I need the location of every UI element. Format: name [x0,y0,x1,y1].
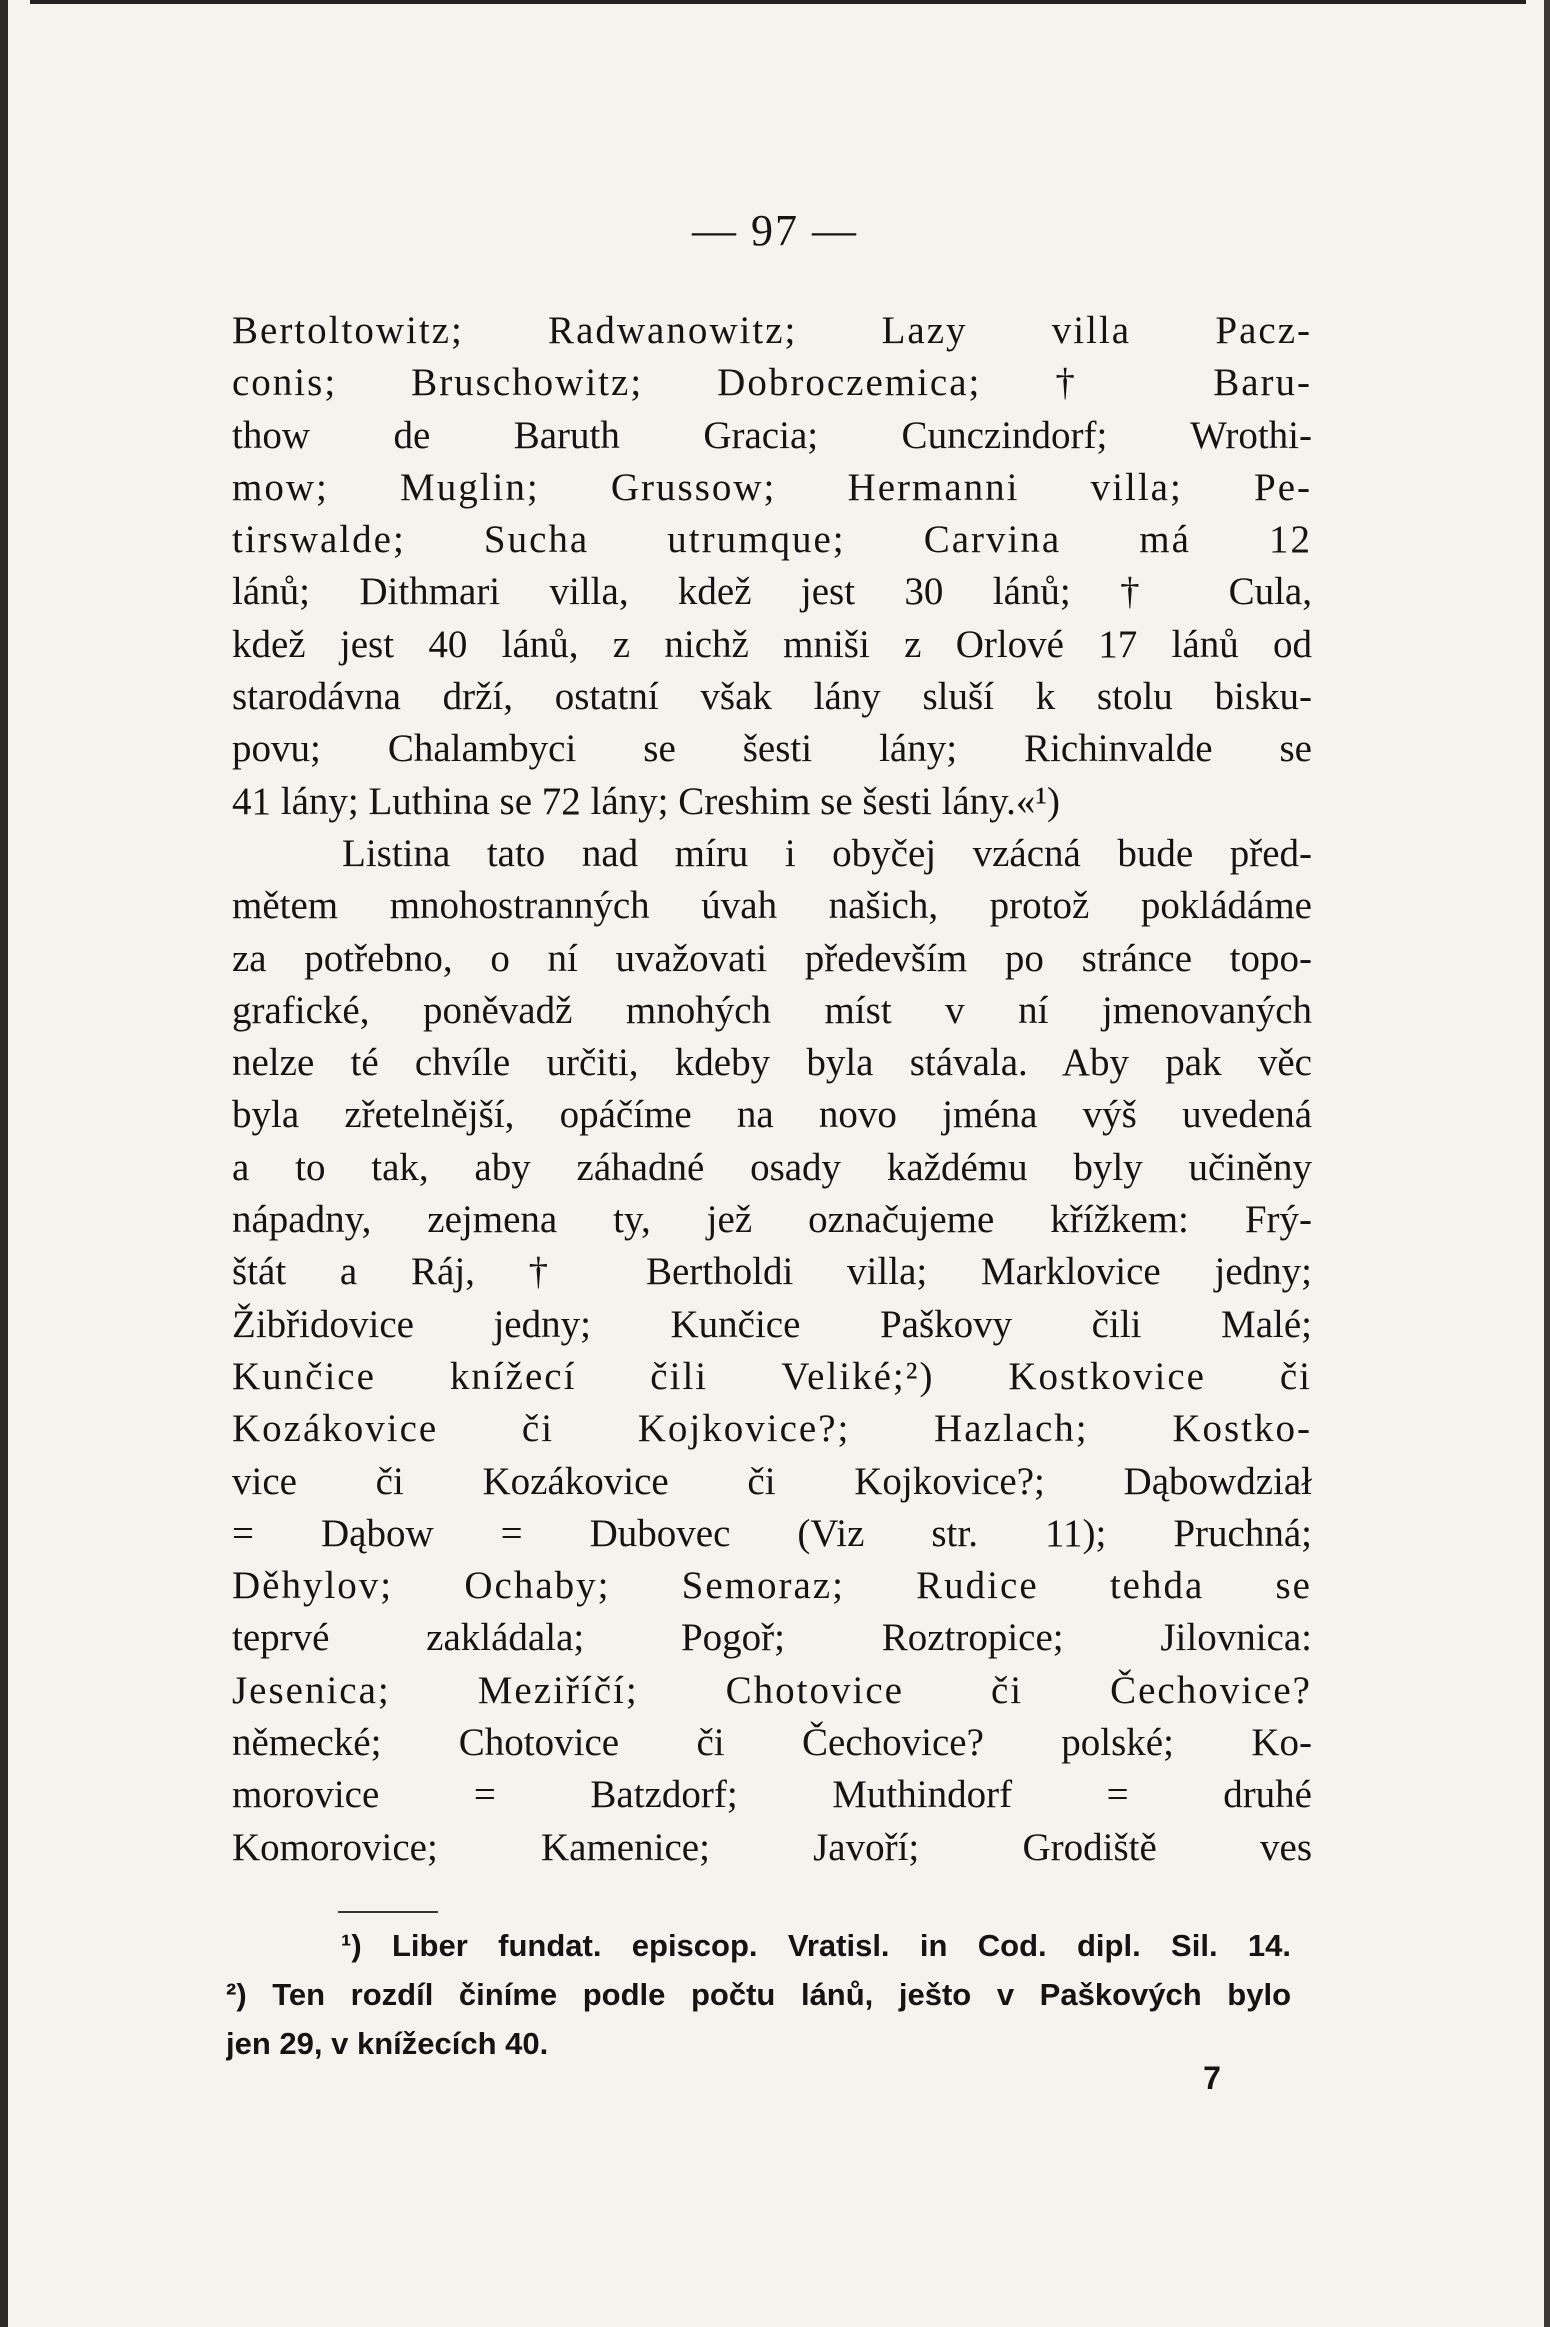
text-line: vice či Kozákovice či Kojkovice?; Dąbowdział [232,1459,1312,1503]
page-number: — 97 — [692,206,858,255]
text-line: Děhylov; Ochaby; Semoraz; Rudice tehda se [232,1564,1312,1608]
text-line: lánů; Dithmari villa, kdež jest 30 lánů; † Cula, [232,570,1312,614]
text-line: Žibřidovice jedny; Kunčice Paškovy čili Malé; [232,1302,1312,1346]
footnote-2: ²) Ten rozdíl činíme podle počtu lánů, ješto v Paškových bylo [226,1977,1291,2012]
text-line: = Dąbow = Dubovec (Viz str. 11); Pruchná; [232,1511,1312,1555]
footnote-2-continued: jen 29, v knížecích 40. [226,2026,549,2061]
text-line: starodávna drží, ostatní však lány sluší k stolu bisku- [232,675,1312,719]
text-line: a to tak, aby záhadné osady každému byly učiněny [232,1145,1312,1189]
text-line: byla zřetelnější, opáčíme na novo jména výš uvedená [232,1093,1312,1137]
scan-edge-top [0,0,1550,10]
text-line: Komorovice; Kamenice; Javoří; Grodiště ves [232,1825,1312,1869]
body-text [232,305,1312,1874]
text-line: 41 lány; Luthina se 72 lány; Creshim se šesti lány.«¹) [232,779,1061,823]
text-line: grafické, poněvadž mnohých míst v ní jmenovaných [232,988,1312,1032]
footnote-1: ¹) Liber fundat. episcop. Vratisl. in Cod. dipl. Sil. 14. [341,1928,1291,1963]
text-line: za potřebno, o ní uvažovati především po stránce topo- [232,936,1312,980]
text-line: nápadny, zejmena ty, jež označujeme křížkem: Frý- [232,1198,1312,1242]
text-line: Jesenica; Meziříčí; Chotovice či Čechovice? [232,1668,1312,1712]
text-line: nelze té chvíle určiti, kdeby byla stávala. Aby pak věc [232,1041,1312,1085]
text-line: morovice = Batzdorf; Muthindorf = druhé [232,1773,1312,1817]
footnote-divider [338,1911,438,1913]
signature-mark: 7 [1203,2060,1221,2096]
text-line: Bertoltowitz; Radwanowitz; Lazy villa Pacz- [232,309,1312,352]
text-line: Kunčice knížecí čili Veliké;²) Kostkovice či [232,1354,1312,1398]
text-line: kdež jest 40 lánů, z nichž mniši z Orlové 17 lánů od [232,622,1312,666]
text-line: Kozákovice či Kojkovice?; Hazlach; Kostko- [232,1407,1312,1451]
text-line: teprvé zakládala; Pogoř; Roztropice; Jilovnica: [232,1616,1312,1660]
text-line: německé; Chotovice či Čechovice? polské; Ko- [232,1721,1312,1765]
text-line: mětem mnohostranných úvah našich, protož pokládáme [232,884,1312,928]
scan-edge-right [1526,0,1550,2327]
text-line: tirswalde; Sucha utrumque; Carvina má 12 [232,518,1312,562]
text-line: Listina tato nad míru i obyčej vzácná bude před- [342,831,1312,875]
scan-edge-left [0,0,30,2327]
text-line: povu; Chalambyci se šesti lány; Richinvalde se [232,727,1312,771]
text-line: mow; Muglin; Grussow; Hermanni villa; Pe- [232,465,1312,509]
text-line: štát a Ráj, † Bertholdi villa; Marklovice jedny; [232,1250,1312,1294]
footnotes [226,1921,1291,2068]
text-line: conis; Bruschowitz; Dobroczemica; † Baru- [232,361,1312,405]
text-line: thow de Baruth Gracia; Cunczindorf; Wrothi- [232,413,1312,457]
